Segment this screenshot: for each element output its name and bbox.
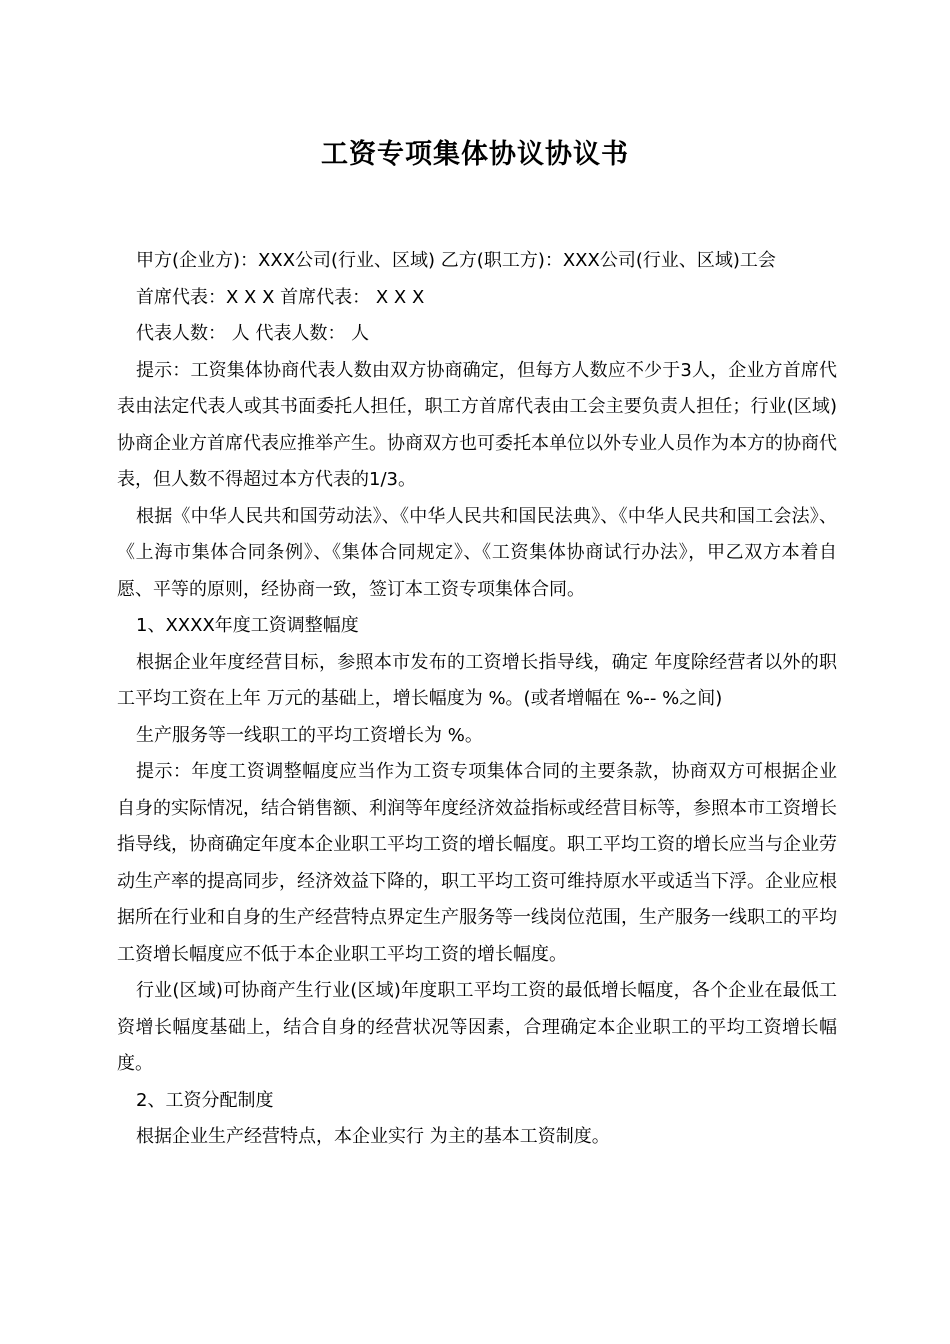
body-paragraph: 根据企业生产经营特点，本企业实行 为主的基本工资制度。 [136, 1126, 610, 1147]
body-paragraph: 行业(区域)可协商产生行业(区域)年度职工平均工资的最低增长幅度，各个企业在最低工资增长幅度基础上，结合自身的经营状况等因素，合理确定本企业职工的平均工资增长幅度。 [117, 980, 837, 1074]
section-heading: 2、工资分配制度 [136, 1089, 274, 1111]
chief-representative-line: 首席代表：X X X 首席代表： X X X [136, 286, 425, 308]
body-paragraph: 生产服务等一线职工的平均工资增长为 %。 [136, 724, 483, 746]
body-paragraph: 根据企业年度经营目标，参照本市发布的工资增长指导线，确定 年度除经营者以外的职工平均工资在上年 万元的基础上，增长幅度为 %。(或者增幅在 %-- %之间) [117, 651, 837, 709]
representative-count-line: 代表人数： 人 代表人数： 人 [136, 323, 370, 344]
section-heading: 1、XXXX年度工资调整幅度 [136, 615, 359, 636]
party-line: 甲方(企业方)：XXX公司(行业、区域) 乙方(职工方)：XXX公司(行业、区域)工会 [136, 250, 776, 271]
document-body [117, 243, 837, 1156]
hint-paragraph: 提示：年度工资调整幅度应当作为工资专项集体合同的主要条款，协商双方可根据企业自身的实际情况，结合销售额、利润等年度经济效益指标或经营目标等，参照本市工资增长指导线，协商确定年度本企业职工平均工资的增长幅度。职工平均工资的增长应当与企业劳动生产率的提高同步，经济效益下降的，职工平均工资可维持原水平或适当下浮。企业应根据所在行业和自身的生产经营特点界定生产服务等一线岗位范围，生产服务一线职工的平均工资增长幅度应不低于本企业职工平均工资的增长幅度。 [117, 761, 837, 965]
hint-paragraph: 提示：工资集体协商代表人数由双方协商确定，但每方人数应不少于3人，企业方首席代表由法定代表人或其书面委托人担任，职工方首席代表由工会主要负责人担任；行业(区域)协商企业方首席代表应推举产生。协商双方也可委托本单位以外专业人员作为本方的协商代表，但人数不得超过本方代表的1/3。 [117, 359, 837, 490]
legal-basis-paragraph: 根据《中华人民共和国劳动法》、《中华人民共和国民法典》、《中华人民共和国工会法》、《上海市集体合同条例》、《集体合同规定》、《工资集体协商试行办法》，甲乙双方本着自愿、平等的原则，经协商一致，签订本工资专项集体合同。 [117, 505, 837, 600]
document-title: 工资专项集体协议协议书 [321, 139, 629, 170]
